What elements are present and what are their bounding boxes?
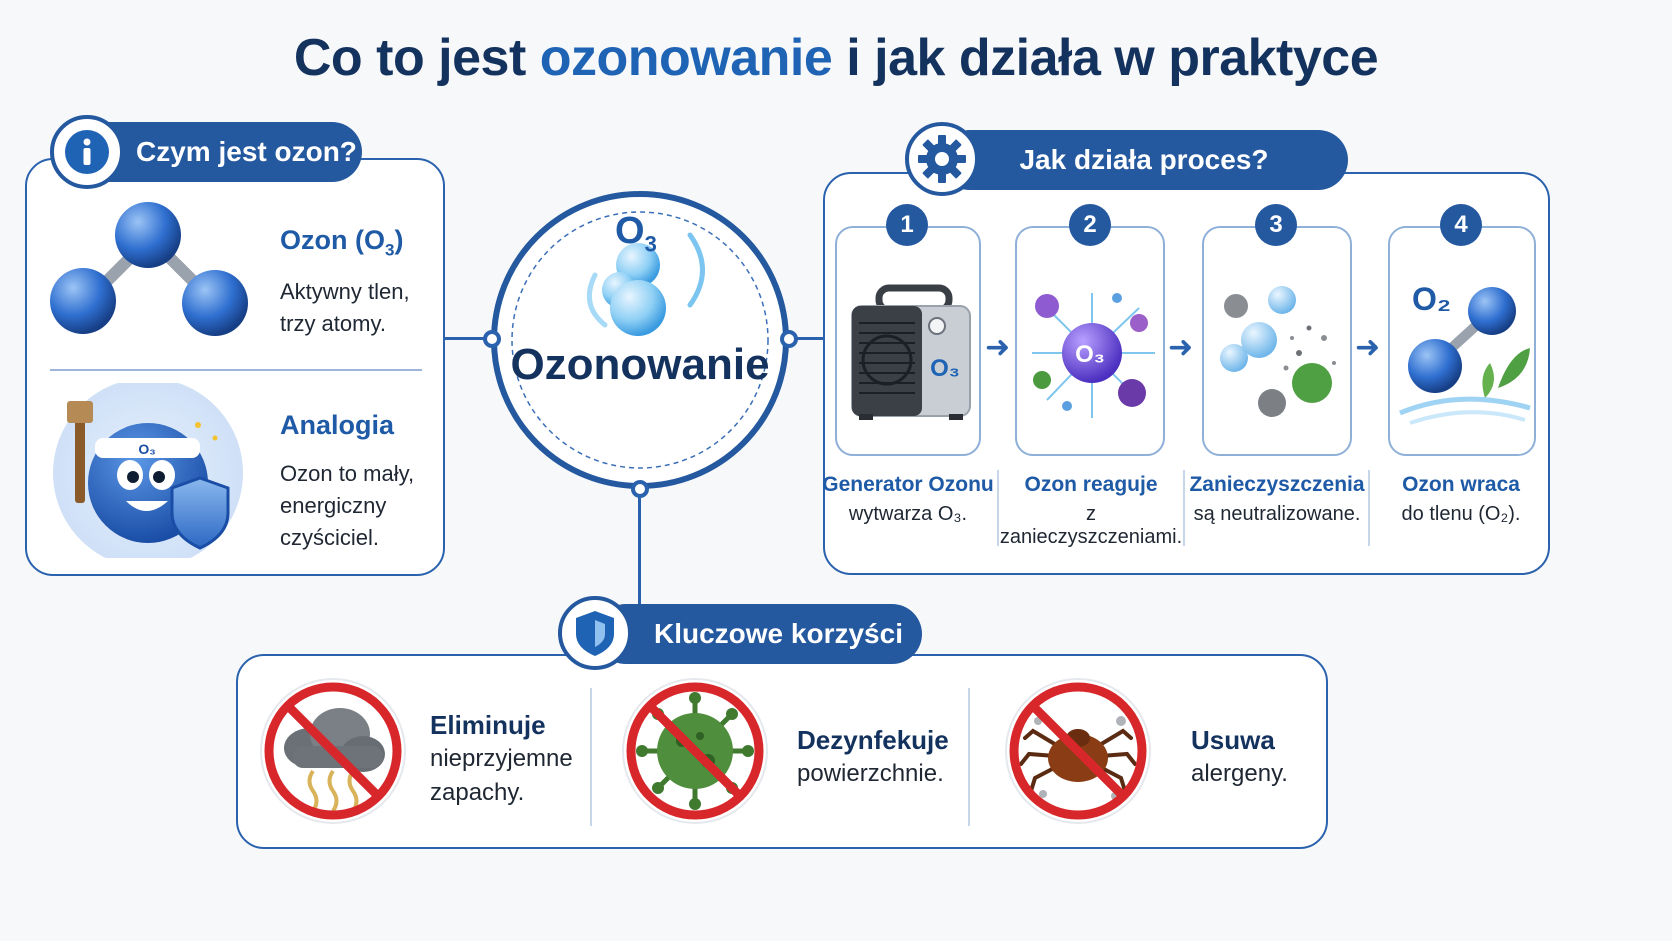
svg-text:O₃: O₃ [138, 441, 156, 457]
ozone-generator-icon [837, 228, 983, 454]
info-icon [50, 115, 124, 189]
caption-divider [997, 470, 999, 546]
arrow-right-icon: ➜ [1355, 331, 1381, 364]
ozone-mascot-icon [50, 383, 250, 558]
title-accent: ozonowanie [539, 29, 833, 87]
step-3-number: 3 [1255, 204, 1297, 246]
step-2-card [1015, 226, 1165, 456]
arrow-right-icon: ➜ [1168, 331, 1194, 364]
step-1-caption: Generator Ozonu wytwarza O₃. [822, 473, 994, 525]
caption-divider [1183, 470, 1185, 546]
benefit-divider [968, 688, 970, 826]
step-3-caption: Zanieczyszczenia są neutralizowane. [1189, 473, 1365, 525]
step-1-card [835, 226, 981, 456]
benefits-header-label: Kluczowe korzyści [654, 618, 903, 649]
benefit-divider [590, 688, 592, 826]
step-4-caption: Ozon wraca do tlenu (O₂). [1401, 473, 1521, 525]
hub-label: Ozonowanie [510, 340, 770, 389]
benefit-3-text: Usuwa alergeny. [1191, 725, 1288, 787]
oxygen-return-icon [1390, 228, 1538, 454]
process-header [940, 130, 1348, 190]
title-part2: i jak działa w praktyce [846, 29, 1379, 87]
ozone-title: Ozon $(O_3)$ [280, 225, 404, 260]
title-part1: Co to jest [293, 29, 526, 87]
analogy-description: Ozon to mały, energiczny czyściciel. [280, 461, 415, 550]
shield-icon [558, 596, 632, 670]
step-4-card [1388, 226, 1536, 456]
hub-dot-right [780, 330, 798, 348]
benefit-2-text: Dezynfekuje powierzchnie. [797, 725, 949, 787]
step-3-card [1202, 226, 1352, 456]
step-2-caption: Ozon reaguje z zanieczyszczeniami. [999, 473, 1183, 548]
analogy-title: Analogia [280, 410, 395, 440]
process-header-label: Jak działa proces? [1019, 144, 1269, 175]
no-virus-icon [620, 676, 770, 826]
step-4-number: 4 [1440, 204, 1482, 246]
no-allergen-icon [1003, 676, 1153, 826]
svg-text:O₃: O₃ [1075, 341, 1105, 368]
svg-text:O₃: O₃ [930, 355, 960, 382]
neutralization-icon [1204, 228, 1354, 454]
caption-divider [1368, 470, 1370, 546]
panel-divider [50, 369, 422, 371]
benefits-header [596, 604, 922, 664]
step-2-number: 2 [1069, 204, 1111, 246]
no-odor-icon [258, 676, 408, 826]
svg-text:O₂: O₂ [1412, 281, 1452, 317]
ozone-info-header-label: Czym jest ozon? [136, 136, 357, 167]
hub-formula: $O_3$ [615, 210, 657, 257]
ozone-molecule-icon [45, 198, 250, 343]
benefit-1-text: Eliminuje nieprzyjemne zapachy. [430, 710, 573, 806]
step-1-number: 1 [886, 204, 928, 246]
page-title [0, 28, 1672, 88]
arrow-right-icon: ➜ [985, 331, 1011, 364]
ozone-reaction-icon [1017, 228, 1167, 454]
gear-icon [905, 122, 979, 196]
ozone-description: Aktywny tlen, trzy atomy. [280, 279, 410, 336]
hub-dot-left [483, 330, 501, 348]
hub-dot-bottom [631, 480, 649, 498]
